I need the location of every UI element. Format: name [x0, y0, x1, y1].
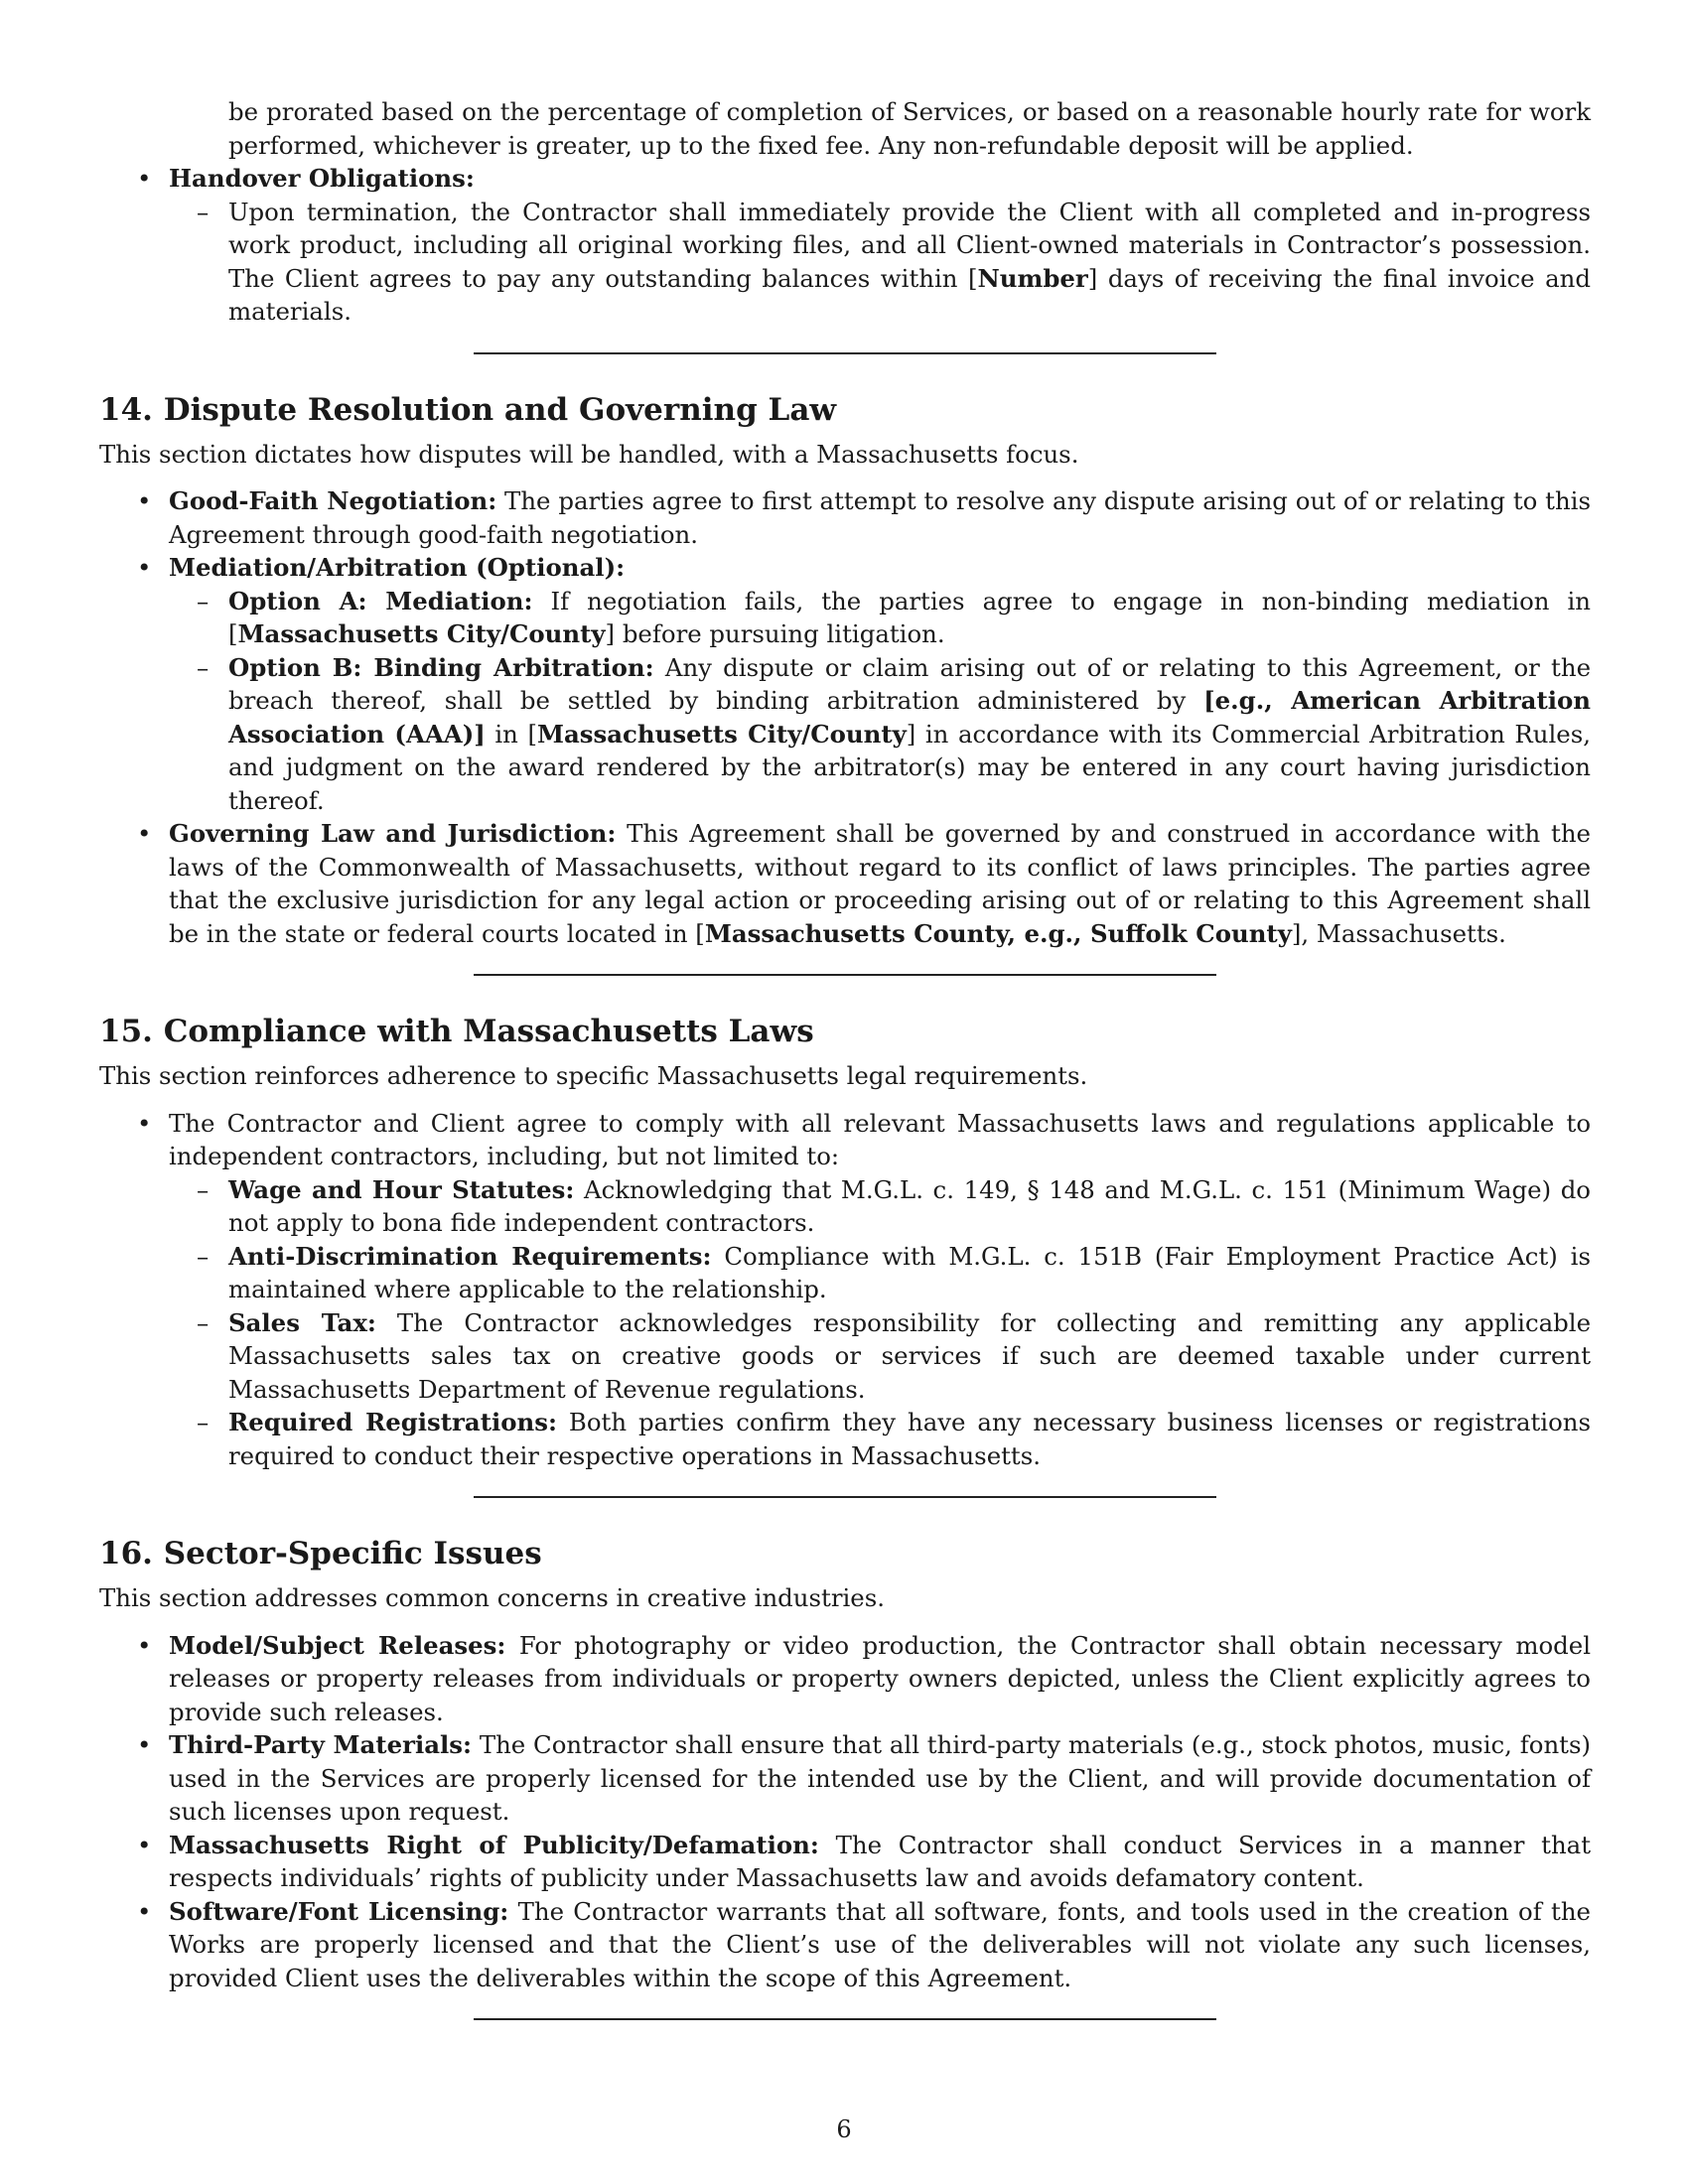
dash-icon: – — [197, 1241, 210, 1271]
section-16-title: 16. Sector-Specific Issues — [99, 1536, 542, 1571]
section-14-intro: This section dictates how disputes will be handled, with a Massachusetts focus. — [99, 439, 1079, 469]
dash-icon: – — [197, 652, 210, 682]
list-item: • The Contractor and Client agree to comply with all relevant Massachusetts laws and regulations applicable to independent contractors, including, but not limited to: — [137, 1108, 1591, 1170]
bullet-icon: • — [137, 1730, 152, 1759]
handover-item — [99, 162, 1591, 196]
prorate-text: be prorated based on the percentage of completion of Services, or based on a reasonable hourly rate for work performed, whichever is greater, up to the fixed fee. Any non-refundable deposit will be applied. — [228, 97, 1591, 160]
list-item: • Good-Faith Negotiation: The parties agree to first attempt to resolve any dispute arising out of or relating to this Agreement through good-faith negotiation. — [137, 486, 1591, 549]
page-number: 6 — [836, 2116, 852, 2143]
bullet-icon: • — [137, 1896, 152, 1926]
bullet-icon: • — [137, 486, 152, 515]
list-item: • Third-Party Materials: The Contractor shall ensure that all third-party materials (e.g., stock photos, music, fonts) used in the Services are properly licensed for the intended use by the Client, and will provide documentation of such licenses upon request. — [137, 1730, 1591, 1826]
list-subitem: – Wage and Hour Statutes: Acknowledging that M.G.L. c. 149, § 148 and M.G.L. c. 151 (Minimum Wage) do not apply to bona fide independent contractors. — [197, 1174, 1591, 1237]
dash-icon: – — [197, 197, 210, 226]
list-subitem: – Option B: Binding Arbitration: Any dispute or claim arising out of or relating to this Agreement, or the breach thereof, shall be settled by binding arbitration administered by [e.g., American Arbitration Association (AAA)] in [Massachusetts City/County] in accordance with its Commercial Arbitration Rules, and judgment on the award rendered by the arbitrator(s) may be entered in any court having jurisdiction thereof. — [197, 652, 1592, 815]
handover-subitem: – Upon termination, the Contractor shall immediately provide the Client with all completed and in-progress work product, including all original working files, and all Client-owned materials in Contractor’s possession. The Client agrees to pay any outstanding balances within [Number] days of receiving the final invoice and materials. — [197, 197, 1592, 326]
section-divider — [474, 1496, 1216, 1498]
list-subitem: – Required Registrations: Both parties confirm they have any necessary business licenses or registrations required to conduct their respective operations in Massachusetts. — [197, 1408, 1591, 1470]
section-divider — [474, 974, 1216, 976]
prorate-continuation — [99, 95, 1591, 162]
handover-label: Handover Obligations: — [169, 164, 475, 193]
bullet-icon: • — [137, 1108, 152, 1138]
list-item: • Mediation/Arbitration (Optional): — [99, 551, 1591, 585]
bullet-icon: • — [137, 1830, 152, 1859]
bullet-icon: • — [137, 553, 152, 582]
section-15-intro: This section reinforces adherence to specific Massachusetts legal requirements. — [99, 1061, 1088, 1090]
list-subitem: – Anti-Discrimination Requirements: Compliance with M.G.L. c. 151B (Fair Employment Practice Act) is maintained where applicable to the relationship. — [197, 1241, 1591, 1303]
section-15-title: 15. Compliance with Massachusetts Laws — [99, 1014, 814, 1049]
bullet-icon: • — [137, 164, 152, 193]
section-16-intro: This section addresses common concerns in creative industries. — [99, 1583, 885, 1612]
list-item: • Software/Font Licensing: The Contractor warrants that all software, fonts, and tools used in the creation of the Works are properly licensed and that the Client’s use of the deliverables will not violate any such licenses, provided Client uses the deliverables within the scope of this Agreement. — [137, 1896, 1591, 1992]
dash-icon: – — [197, 1174, 210, 1204]
section-divider — [474, 352, 1216, 354]
dash-icon: – — [197, 586, 210, 615]
list-subitem: – Option A: Mediation: If negotiation fails, the parties agree to engage in non-binding mediation in [Massachusetts City/County] before pursuing litigation. — [197, 586, 1591, 648]
bullet-icon: • — [137, 819, 152, 848]
list-item: • Model/Subject Releases: For photography or video production, the Contractor shall obtain necessary model releases or property releases from individuals or property owners depicted, unless the Client explicitly agrees to provide such releases. — [137, 1630, 1591, 1726]
section-14-title: 14. Dispute Resolution and Governing Law — [99, 391, 837, 428]
document-page — [99, 95, 1591, 2020]
bullet-icon: • — [137, 1630, 152, 1660]
list-subitem: – Sales Tax: The Contractor acknowledges responsibility for collecting and remitting any applicable Massachusetts sales tax on creative goods or services if such are deemed taxable under current Massachusetts Department of Revenue regulations. — [197, 1307, 1591, 1404]
section-divider — [474, 2018, 1216, 2020]
number-placeholder: Number — [977, 263, 1088, 293]
list-item: • Massachusetts Right of Publicity/Defamation: The Contractor shall conduct Services in a manner that respects individuals’ rights of publicity under Massachusetts law and avoids defamatory content. — [137, 1830, 1591, 1892]
list-item: • Governing Law and Jurisdiction: This Agreement shall be governed by and construed in accordance with the laws of the Commonwealth of Massachusetts, without regard to its conflict of laws principles. The parties agree that the exclusive jurisdiction for any legal action or proceeding arising out of or relating to this Agreement shall be in the state or federal courts located in [Massachusetts County, e.g., Suffolk County], Massachusetts. — [137, 819, 1591, 948]
dash-icon: – — [197, 1408, 210, 1436]
dash-icon: – — [197, 1307, 210, 1337]
